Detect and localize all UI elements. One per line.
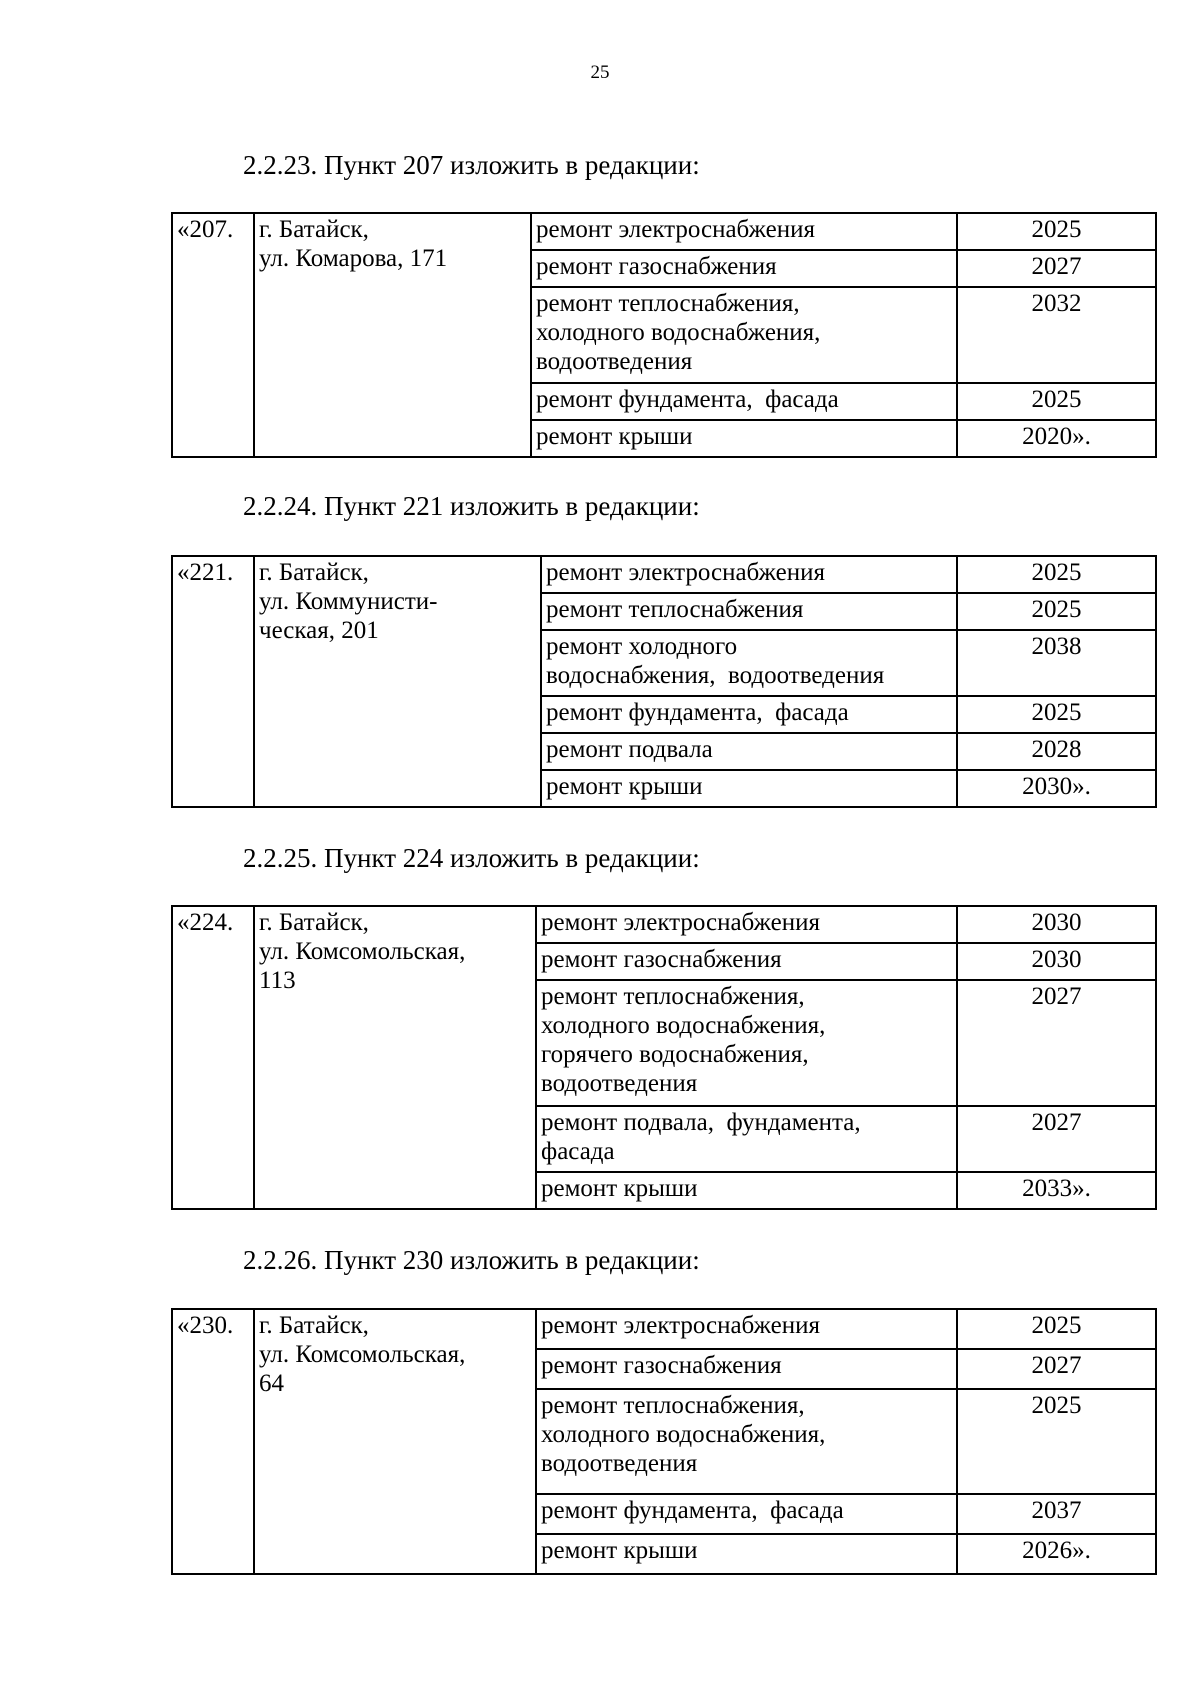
work-type: ремонт газоснабжения bbox=[536, 1349, 957, 1389]
work-type: ремонт крыши bbox=[536, 1534, 957, 1574]
work-year: 2028 bbox=[957, 733, 1156, 770]
work-year: 2030». bbox=[957, 770, 1156, 807]
work-year: 2025 bbox=[957, 383, 1156, 420]
work-type: ремонт электроснабжения bbox=[541, 556, 957, 593]
work-year: 2032 bbox=[957, 287, 1156, 383]
work-type: ремонт подвала, фундамента, фасада bbox=[536, 1106, 957, 1172]
section-heading-224: 2.2.25. Пункт 224 изложить в редакции: bbox=[243, 843, 700, 873]
work-year: 2027 bbox=[957, 980, 1156, 1106]
work-type: ремонт теплоснабжения, холодного водоснабжения, водоотведения bbox=[536, 1389, 957, 1494]
work-type: ремонт фундамента, фасада bbox=[541, 696, 957, 733]
work-year: 2026». bbox=[957, 1534, 1156, 1574]
work-year: 2020». bbox=[957, 420, 1156, 457]
work-type: ремонт электроснабжения bbox=[536, 906, 957, 943]
work-type: ремонт фундамента, фасада bbox=[536, 1494, 957, 1534]
section-heading-207: 2.2.23. Пункт 207 изложить в редакции: bbox=[243, 150, 700, 180]
work-type: ремонт теплоснабжения, холодного водоснабжения, водоотведения bbox=[531, 287, 957, 383]
work-type: ремонт газоснабжения bbox=[531, 250, 957, 287]
item-table-224 bbox=[171, 905, 1157, 1210]
work-year: 2025 bbox=[957, 1309, 1156, 1349]
item-table-207 bbox=[171, 212, 1157, 458]
work-year: 2027 bbox=[957, 1349, 1156, 1389]
work-year: 2025 bbox=[957, 1389, 1156, 1494]
work-year: 2033». bbox=[957, 1172, 1156, 1209]
work-year: 2025 bbox=[957, 593, 1156, 630]
work-type: ремонт крыши bbox=[541, 770, 957, 807]
work-year: 2025 bbox=[957, 696, 1156, 733]
work-year: 2025 bbox=[957, 556, 1156, 593]
work-year: 2038 bbox=[957, 630, 1156, 696]
item-number: «221. bbox=[172, 556, 254, 807]
work-type: ремонт холодного водоснабжения, водоотведения bbox=[541, 630, 957, 696]
work-year: 2037 bbox=[957, 1494, 1156, 1534]
table-row bbox=[172, 906, 1156, 943]
section-heading-230: 2.2.26. Пункт 230 изложить в редакции: bbox=[243, 1245, 700, 1275]
table-row bbox=[172, 213, 1156, 250]
item-table-221 bbox=[171, 555, 1157, 808]
page-number: 25 bbox=[590, 62, 610, 83]
work-type: ремонт теплоснабжения bbox=[541, 593, 957, 630]
table-row bbox=[172, 556, 1156, 593]
work-type: ремонт крыши bbox=[531, 420, 957, 457]
item-address: г. Батайск, ул. Комарова, 171 bbox=[254, 213, 531, 457]
table-row bbox=[172, 1309, 1156, 1349]
item-number: «224. bbox=[172, 906, 254, 1209]
work-type: ремонт крыши bbox=[536, 1172, 957, 1209]
section-heading-221: 2.2.24. Пункт 221 изложить в редакции: bbox=[243, 491, 700, 521]
work-type: ремонт фундамента, фасада bbox=[531, 383, 957, 420]
item-address: г. Батайск, ул. Комсомольская, 113 bbox=[254, 906, 536, 1209]
work-year: 2030 bbox=[957, 943, 1156, 980]
work-type: ремонт теплоснабжения, холодного водоснабжения, горячего водоснабжения, водоотведения bbox=[536, 980, 957, 1106]
work-year: 2027 bbox=[957, 250, 1156, 287]
work-year: 2027 bbox=[957, 1106, 1156, 1172]
item-address: г. Батайск, ул. Коммунисти- ческая, 201 bbox=[254, 556, 541, 807]
work-type: ремонт электроснабжения bbox=[536, 1309, 957, 1349]
work-year: 2030 bbox=[957, 906, 1156, 943]
item-number: «207. bbox=[172, 213, 254, 457]
work-year: 2025 bbox=[957, 213, 1156, 250]
item-table-230 bbox=[171, 1308, 1157, 1575]
item-address: г. Батайск, ул. Комсомольская, 64 bbox=[254, 1309, 536, 1574]
work-type: ремонт газоснабжения bbox=[536, 943, 957, 980]
item-number: «230. bbox=[172, 1309, 254, 1574]
work-type: ремонт подвала bbox=[541, 733, 957, 770]
work-type: ремонт электроснабжения bbox=[531, 213, 957, 250]
